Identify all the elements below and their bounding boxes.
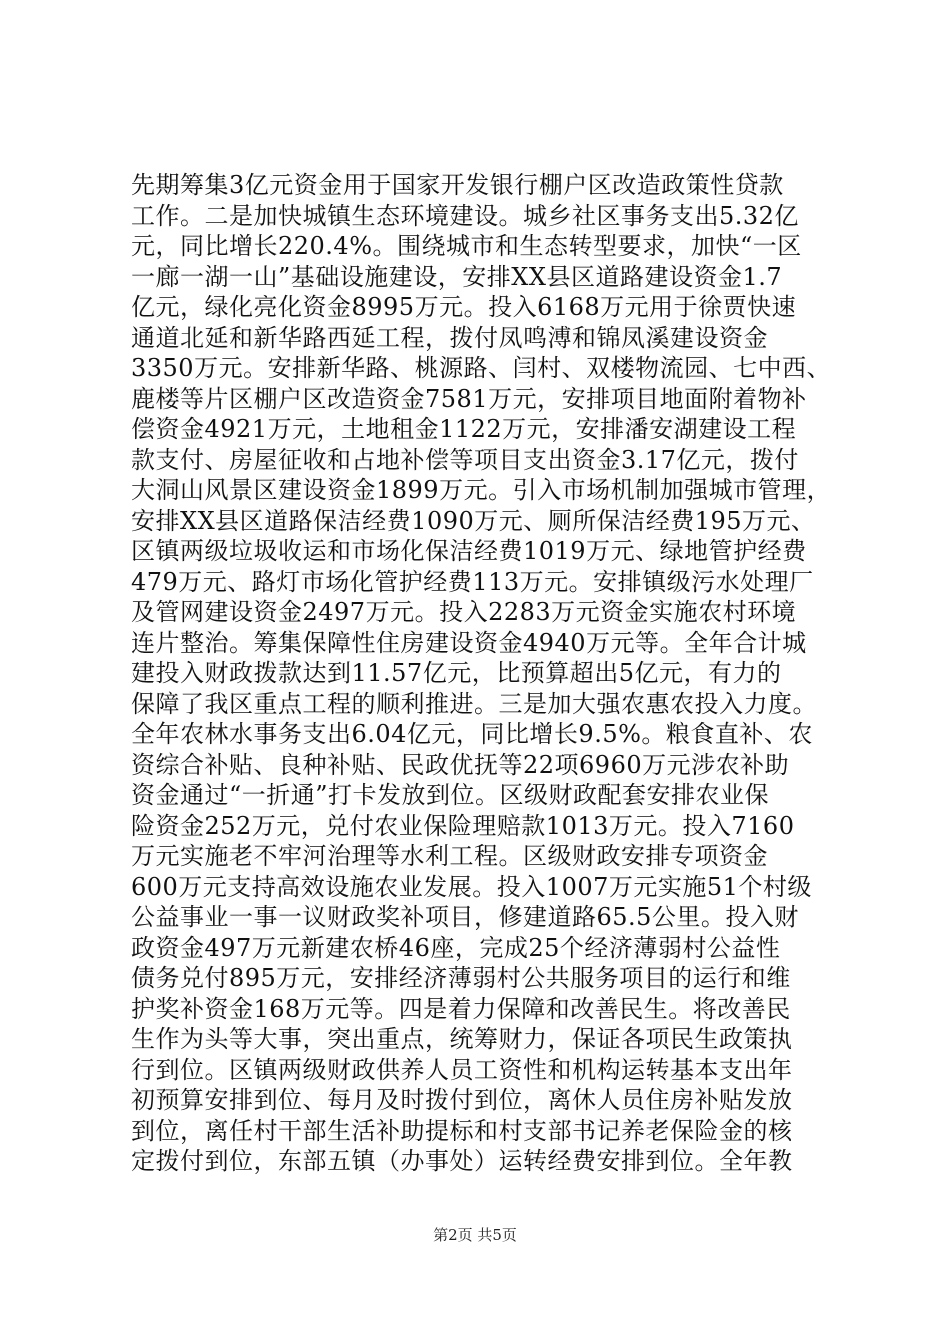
text-line: 万元实施老不牢河治理等水利工程。区级财政安排专项资金 bbox=[131, 842, 768, 870]
page-footer bbox=[0, 1224, 950, 1245]
text-line: 资金通过“一折通”打卡发放到位。区级财政配套安排农业保 bbox=[131, 781, 770, 809]
text-line: 3350万元。安排新华路、桃源路、闫村、双楼物流园、七中西、 bbox=[131, 354, 832, 382]
text-line: 一廊一湖一山”基础设施建设，安排XX县区道路建设资金1.7 bbox=[131, 262, 783, 291]
text-line: 安排XX县区道路保洁经费1090万元、厕所保洁经费195万元、 bbox=[131, 506, 816, 535]
body-paragraph bbox=[131, 170, 831, 1177]
text-line: 债务兑付895万元，安排经济薄弱村公共服务项目的运行和维 bbox=[131, 964, 791, 992]
text-line: 初预算安排到位、每月及时拨付到位，离休人员住房补贴发放 bbox=[131, 1086, 793, 1114]
text-line: 行到位。区镇两级财政供养人员工资性和机构运转基本支出年 bbox=[131, 1055, 793, 1084]
text-line: 定拨付到位，东部五镇（办事处）运转经费安排到位。全年教 bbox=[131, 1147, 793, 1175]
text-line: 款支付、房屋征收和占地补偿等项目支出资金3.17亿元，拨付 bbox=[131, 445, 799, 474]
text-line: 保障了我区重点工程的顺利推进。三是加大强农惠农投入力度。 bbox=[131, 689, 817, 718]
text-line: 生作为头等大事，突出重点，统筹财力，保证各项民生政策执 bbox=[131, 1025, 793, 1053]
text-line: 元，同比增长220.4%。围绕城市和生态转型要求，加快“一区 bbox=[131, 232, 802, 260]
text-line: 公益事业一事一议财政奖补项目，修建道路65.5公里。投入财 bbox=[131, 903, 799, 931]
text-line: 险资金252万元，兑付农业保险理赔款1013万元。投入7160 bbox=[131, 811, 795, 840]
text-line: 工作。二是加快城镇生态环境建设。城乡社区事务支出5.32亿 bbox=[131, 201, 799, 230]
text-line: 479万元、路灯市场化管护经费113万元。安排镇级污水处理厂 bbox=[131, 567, 814, 596]
text-line: 政资金497万元新建农桥46座，完成25个经济薄弱村公益性 bbox=[131, 933, 781, 962]
text-line: 及管网建设资金2497万元。投入2283万元资金实施农村环境 bbox=[131, 598, 797, 626]
text-line: 护奖补资金168万元等。四是着力保障和改善民生。将改善民 bbox=[131, 994, 791, 1023]
page-number-label: 第2页 共5页 bbox=[433, 1226, 517, 1244]
text-line: 600万元支持高效设施农业发展。投入1007万元实施51个村级 bbox=[131, 872, 812, 901]
text-line: 亿元，绿化亮化资金8995万元。投入6168万元用于徐贾快速 bbox=[131, 293, 797, 321]
text-line: 建投入财政拨款达到11.57亿元，比预算超出5亿元，有力的 bbox=[131, 659, 782, 687]
text-line: 全年农林水事务支出6.04亿元，同比增长9.5%。粮食直补、农 bbox=[131, 720, 813, 748]
text-line: 大洞山风景区建设资金1899万元。引入市场机制加强城市管理， bbox=[131, 476, 832, 504]
text-line: 区镇两级垃圾收运和市场化保洁经费1019万元、绿地管护经费 bbox=[131, 537, 807, 565]
text-line: 到位，离任村干部生活补助提标和村支部书记养老保险金的核 bbox=[131, 1116, 793, 1145]
text-line: 先期筹集3亿元资金用于国家开发银行棚户区改造政策性贷款 bbox=[131, 171, 784, 199]
text-line: 连片整治。筹集保障性住房建设资金4940万元等。全年合计城 bbox=[131, 628, 807, 657]
text-line: 通道北延和新华路西延工程，拨付凤鸣溥和锦凤溪建设资金 bbox=[131, 323, 768, 352]
text-line: 偿资金4921万元，土地租金1122万元，安排潘安湖建设工程 bbox=[131, 415, 797, 443]
text-line: 鹿楼等片区棚户区改造资金7581万元，安排项目地面附着物补 bbox=[131, 384, 807, 413]
text-line: 资综合补贴、良种补贴、民政优抚等22项6960万元涉农补助 bbox=[131, 750, 790, 779]
